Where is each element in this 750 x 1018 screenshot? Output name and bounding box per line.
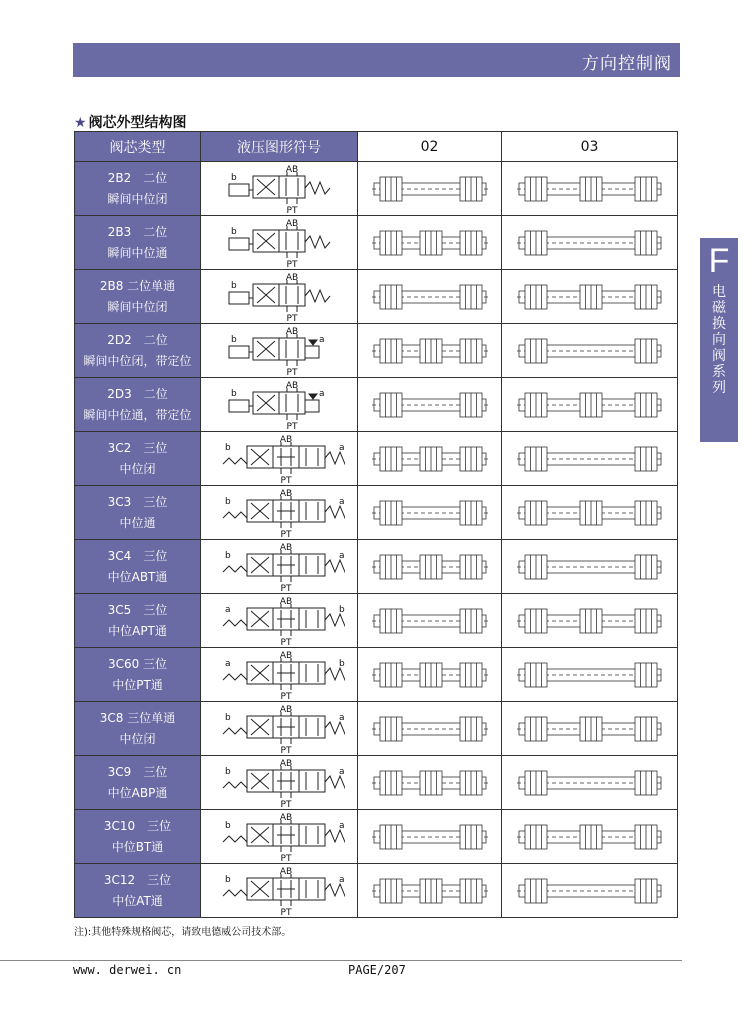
port-label-bottom: PT (280, 475, 292, 484)
spool-type-code: 3C2 三位 (107, 440, 168, 455)
spool-type-desc: 中位ABP通 (107, 785, 168, 800)
port-label-bottom: PT (280, 583, 292, 592)
side-tab-text: 电磁换向阀系列 (712, 284, 726, 396)
spool-type-desc: 中位APT通 (108, 623, 167, 638)
spool-type-desc: 中位ABT通 (107, 569, 168, 584)
spool-03-cell (502, 432, 678, 486)
spool-02-cell (358, 756, 502, 810)
port-label-bottom: PT (280, 907, 292, 916)
footer-website: www. derwei. cn (73, 963, 182, 977)
spool-drawing (515, 606, 665, 636)
spool-type-code: 3C4 三位 (107, 548, 168, 563)
table-header-row (75, 132, 678, 162)
spool-drawing (370, 714, 490, 744)
spool-type-cell (75, 864, 201, 918)
spool-type-code: 2D2 二位 (107, 332, 168, 347)
star-icon: ★ (74, 115, 87, 131)
spool-drawing (370, 336, 490, 366)
spool-03-cell (502, 810, 678, 864)
spool-type-desc: 中位闭 (119, 731, 156, 746)
spool-drawing (515, 552, 665, 582)
port-label-top: AB (285, 164, 299, 175)
port-label-bottom: PT (280, 637, 292, 646)
spool-type-code: 2B2 二位 (107, 170, 168, 185)
spool-type-code: 3C3 三位 (107, 494, 168, 509)
actuator-label-left: a (225, 658, 231, 669)
spool-drawing (515, 336, 665, 366)
port-label-top: AB (279, 650, 293, 661)
spool-drawing (370, 822, 490, 852)
symbol-cell (201, 648, 358, 702)
spool-drawing (370, 606, 490, 636)
spool-type-cell (75, 216, 201, 270)
port-label-bottom: PT (286, 259, 298, 268)
spool-03-cell (502, 162, 678, 216)
port-label-bottom: PT (286, 205, 298, 214)
symbol-cell (201, 486, 358, 540)
port-label-top: AB (285, 380, 299, 391)
spool-03-cell (502, 594, 678, 648)
hydraulic-symbol (213, 218, 345, 268)
actuator-label-right: b (339, 658, 345, 669)
actuator-label-left: b (225, 874, 231, 885)
port-label-bottom: PT (280, 691, 292, 700)
hydraulic-symbol (213, 758, 345, 808)
spool-type-desc: 瞬间中位闭，带定位 (83, 353, 192, 368)
spool-type-desc: 中位AT通 (112, 893, 163, 908)
spool-type-cell (75, 648, 201, 702)
spool-type-code: 3C12 三位 (103, 872, 172, 887)
port-label-bottom: PT (280, 529, 292, 538)
port-label-bottom: PT (286, 421, 298, 430)
spool-type-code: 2B3 二位 (107, 224, 168, 239)
actuator-label-left: b (231, 388, 237, 399)
spool-drawing (515, 174, 665, 204)
spool-drawing (515, 498, 665, 528)
table-row (75, 864, 678, 918)
table-row (75, 324, 678, 378)
table-row (75, 594, 678, 648)
spool-drawing (370, 552, 490, 582)
port-label-top: AB (279, 704, 293, 715)
actuator-label-left: b (225, 766, 231, 777)
spool-03-cell (502, 648, 678, 702)
spool-drawing (370, 444, 490, 474)
spool-drawing (370, 174, 490, 204)
spool-drawing (515, 444, 665, 474)
spool-02-cell (358, 702, 502, 756)
spool-type-cell (75, 810, 201, 864)
spool-drawing (515, 714, 665, 744)
actuator-label-right: a (339, 766, 345, 777)
spool-02-cell (358, 540, 502, 594)
spool-drawing (515, 390, 665, 420)
spool-drawing (370, 498, 490, 528)
spool-02-cell (358, 486, 502, 540)
port-label-top: AB (279, 812, 293, 823)
footnote: 注):其他特殊规格阀芯，请致电德威公司技术部。 (74, 927, 292, 938)
table-row (75, 540, 678, 594)
actuator-label-left: b (225, 550, 231, 561)
symbol-cell (201, 864, 358, 918)
actuator-label-right: a (339, 820, 345, 831)
actuator-label-right: a (339, 550, 345, 561)
spool-drawing (370, 282, 490, 312)
actuator-label-left: b (225, 712, 231, 723)
port-label-bottom: PT (286, 313, 298, 322)
spool-type-desc: 瞬间中位通 (107, 245, 168, 260)
symbol-cell (201, 216, 358, 270)
hydraulic-symbol (213, 866, 345, 916)
spool-drawing (515, 228, 665, 258)
spool-drawing (515, 282, 665, 312)
hydraulic-symbol (213, 704, 345, 754)
spool-02-cell (358, 216, 502, 270)
table-row (75, 810, 678, 864)
spool-02-cell (358, 324, 502, 378)
spool-type-code: 3C60 三位 (107, 656, 168, 671)
spool-type-desc: 中位PT通 (112, 677, 163, 692)
port-label-bottom: PT (280, 799, 292, 808)
spool-02-cell (358, 162, 502, 216)
spool-type-code: 2B8 二位单通 (99, 278, 176, 293)
hydraulic-symbol (213, 434, 345, 484)
table-row (75, 486, 678, 540)
table-row (75, 216, 678, 270)
actuator-label-right: a (339, 874, 345, 885)
spool-type-desc: 中位通 (119, 515, 156, 530)
hydraulic-symbol (213, 812, 345, 862)
actuator-label-right: a (339, 442, 345, 453)
spool-type-code: 3C10 三位 (103, 818, 172, 833)
port-label-top: AB (279, 596, 293, 607)
spool-type-cell (75, 540, 201, 594)
actuator-label-right: a (319, 334, 325, 345)
hydraulic-symbol (213, 380, 345, 430)
spool-type-cell (75, 756, 201, 810)
actuator-label-right: b (339, 604, 345, 615)
spool-type-desc: 瞬间中位闭 (107, 299, 168, 314)
spool-type-desc: 瞬间中位闭 (107, 191, 168, 206)
section-title (74, 112, 187, 132)
spool-03-cell (502, 486, 678, 540)
section-title-text: 阀芯外型结构图 (88, 115, 187, 131)
spool-02-cell (358, 378, 502, 432)
spool-03-cell (502, 864, 678, 918)
port-label-bottom: PT (280, 745, 292, 754)
port-label-top: AB (279, 758, 293, 769)
spool-03-cell (502, 216, 678, 270)
actuator-label-right: a (339, 712, 345, 723)
header-bar (73, 43, 680, 77)
actuator-label-right: a (319, 388, 325, 399)
spool-drawing (370, 228, 490, 258)
symbol-cell (201, 702, 358, 756)
spool-03-cell (502, 756, 678, 810)
spool-drawing (515, 876, 665, 906)
actuator-label-left: b (231, 172, 237, 183)
footer-divider (0, 960, 682, 961)
spool-03-cell (502, 540, 678, 594)
spool-03-cell (502, 702, 678, 756)
actuator-label-left: b (225, 820, 231, 831)
spool-drawing (370, 768, 490, 798)
actuator-label-left: b (231, 226, 237, 237)
port-label-top: AB (279, 866, 293, 877)
port-label-top: AB (279, 488, 293, 499)
header-type: 阀芯类型 (75, 132, 201, 162)
actuator-label-left: b (225, 442, 231, 453)
spool-table (74, 131, 678, 918)
symbol-cell (201, 270, 358, 324)
actuator-label-left: a (225, 604, 231, 615)
actuator-label-left: b (225, 496, 231, 507)
spool-type-desc: 中位闭 (119, 461, 156, 476)
symbol-cell (201, 432, 358, 486)
table-row (75, 648, 678, 702)
spool-type-desc: 瞬间中位通，带定位 (83, 407, 192, 422)
spool-02-cell (358, 810, 502, 864)
spool-03-cell (502, 324, 678, 378)
table-row (75, 432, 678, 486)
spool-drawing (515, 822, 665, 852)
hydraulic-symbol (213, 164, 345, 214)
table-row (75, 162, 678, 216)
symbol-cell (201, 594, 358, 648)
spool-drawing (370, 390, 490, 420)
symbol-cell (201, 810, 358, 864)
port-label-top: AB (285, 272, 299, 283)
table-row (75, 378, 678, 432)
port-label-bottom: PT (280, 853, 292, 862)
spool-type-cell (75, 378, 201, 432)
spool-type-cell (75, 594, 201, 648)
symbol-cell (201, 378, 358, 432)
spool-drawing (370, 660, 490, 690)
table-row (75, 756, 678, 810)
table-row (75, 702, 678, 756)
hydraulic-symbol (213, 542, 345, 592)
actuator-label-right: a (339, 496, 345, 507)
spool-type-desc: 中位BT通 (111, 839, 164, 854)
spool-drawing (515, 768, 665, 798)
side-tab-letter: F (708, 242, 730, 280)
spool-type-code: 3C9 三位 (107, 764, 168, 779)
spool-drawing (370, 876, 490, 906)
footer-page-number: PAGE/207 (348, 963, 406, 977)
spool-drawing (515, 660, 665, 690)
spool-03-cell (502, 378, 678, 432)
page-title: 方向控制阀 (582, 54, 672, 74)
port-label-top: AB (279, 434, 293, 445)
hydraulic-symbol (213, 488, 345, 538)
spool-type-cell (75, 162, 201, 216)
symbol-cell (201, 540, 358, 594)
spool-02-cell (358, 594, 502, 648)
actuator-label-left: b (231, 280, 237, 291)
spool-03-cell (502, 270, 678, 324)
hydraulic-symbol (213, 272, 345, 322)
hydraulic-symbol (213, 326, 345, 376)
spool-02-cell (358, 648, 502, 702)
side-tab (700, 238, 738, 442)
spool-02-cell (358, 432, 502, 486)
spool-type-cell (75, 486, 201, 540)
spool-type-cell (75, 270, 201, 324)
port-label-top: AB (285, 218, 299, 229)
port-label-top: AB (279, 542, 293, 553)
spool-type-code: 3C5 三位 (107, 602, 168, 617)
table-row (75, 270, 678, 324)
hydraulic-symbol (213, 596, 345, 646)
header-02: 02 (358, 132, 502, 162)
actuator-label-left: b (231, 334, 237, 345)
symbol-cell (201, 756, 358, 810)
header-symbol: 液压图形符号 (201, 132, 358, 162)
spool-type-cell (75, 324, 201, 378)
symbol-cell (201, 162, 358, 216)
spool-type-cell (75, 432, 201, 486)
port-label-top: AB (285, 326, 299, 337)
spool-02-cell (358, 270, 502, 324)
port-label-bottom: PT (286, 367, 298, 376)
spool-type-code: 3C8 三位单通 (99, 710, 176, 725)
symbol-cell (201, 324, 358, 378)
header-03: 03 (502, 132, 678, 162)
spool-02-cell (358, 864, 502, 918)
spool-type-code: 2D3 二位 (107, 386, 168, 401)
spool-type-cell (75, 702, 201, 756)
hydraulic-symbol (213, 650, 345, 700)
